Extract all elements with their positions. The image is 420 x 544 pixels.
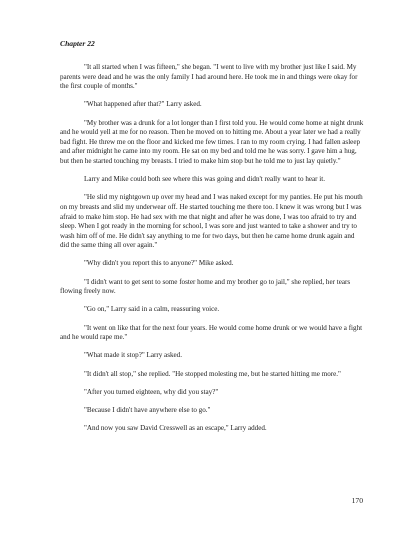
paragraph: "And now you saw David Cresswell as an escape," Larry added. [84, 424, 267, 433]
body-text [60, 63, 365, 442]
paragraph: "Because I didn't have anywhere else to go." [84, 405, 211, 414]
paragraph: "After you turned eighteen, why did you stay?" [84, 387, 219, 396]
paragraph: "I didn't want to get sent to some foster home and my brother go to jail," she replied, her tears flowing freely now. [60, 277, 351, 296]
page-number: 170 [351, 496, 363, 505]
paragraph: "It didn't all stop," she replied. "He stopped molesting me, but he started hitting me more." [84, 369, 341, 378]
chapter-heading: Chapter 22 [60, 39, 95, 48]
paragraph: "It went on like that for the next four years. He would come home drunk or we would have a fight and he would rape me." [60, 323, 363, 342]
paragraph: "Go on," Larry said in a calm, reassuring voice. [84, 305, 220, 314]
paragraph: "Why didn't you report this to anyone?" Mike asked. [84, 259, 234, 268]
paragraph: Larry and Mike could both see where this was going and didn't really want to hear it. [84, 175, 326, 184]
paragraph: "He slid my nightgown up over my head and I was naked except for my panties. He put his mouth on my breasts and slid my underwear off. He started touching me there too. I knew it was wrong but I was afraid to make him stop. He had sex with me that night and after he was done, I was too afraid to try and sleep. When I got ready in the morning for school, I was sore and just wanted to take a shower and try to wash him off of me. He didn't say anything to me for two days, but then he came home drunk again and did the same thing all over again." [60, 193, 363, 250]
paragraph: "It all started when I was fifteen," she began. "I went to live with my brother just like I said. My parents were dead and he was the only family I had around here. He took me in and things were okay for the first couple of months." [60, 63, 358, 91]
paragraph: "My brother was a drunk for a lot longer than I first told you. He would come home at night drunk and he would yell at me for no reason. Then he moved on to hitting me. About a year later we had a really bad fight. He threw me on the floor and kicked me few times. I ran to my room crying. I had fallen asleep and after midnight he came into my room. He sat on my bed and told me he was sorry. I gave him a hug, but then he started touching my breasts. I tried to make him stop but he told me to just lay quietly." [60, 118, 364, 165]
paragraph: "What made it stop?" Larry asked. [84, 351, 182, 360]
paragraph: "What happened after that?" Larry asked. [84, 100, 202, 109]
